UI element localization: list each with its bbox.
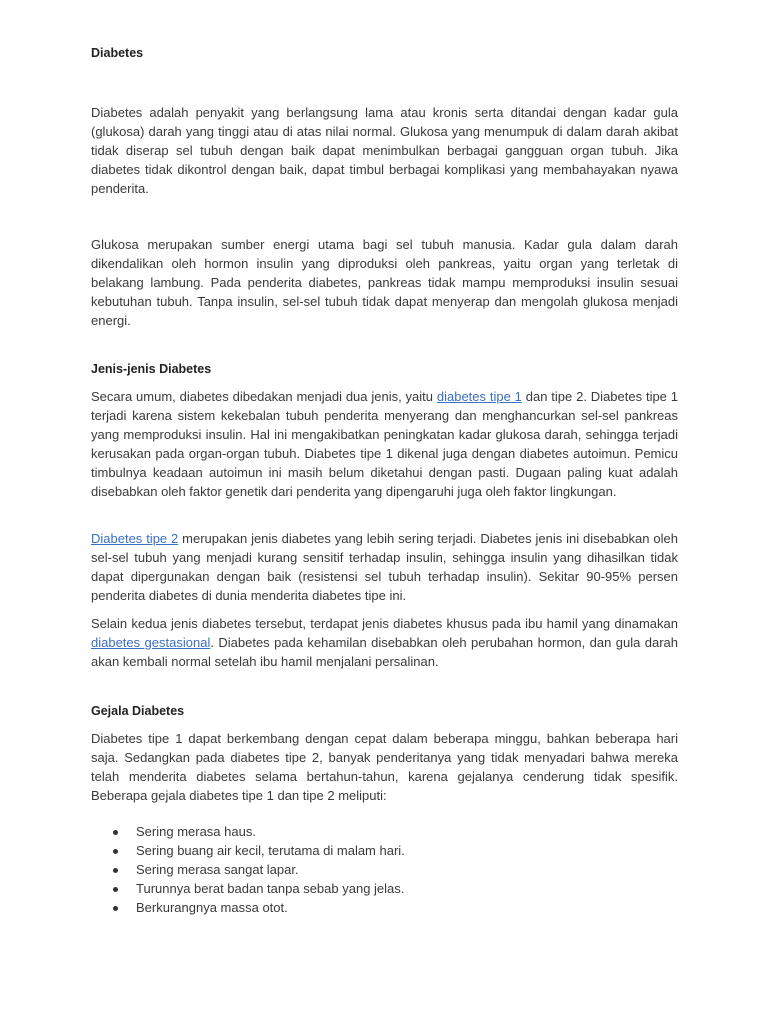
link-diabetes-tipe-1[interactable]: diabetes tipe 1 — [436, 389, 522, 404]
text-segment: . Diabetes pada kehamilan disebabkan oleh perubahan hormon, dan gula darah akan kembali normal setelah ibu hamil menjalani persalinan. — [91, 635, 679, 669]
link-diabetes-tipe-2[interactable]: Diabetes tipe 2 — [91, 531, 179, 546]
list-item-text: Berkurangnya massa otot. — [136, 900, 288, 915]
symptom-list — [91, 822, 405, 917]
jenis-paragraph-2 — [91, 529, 678, 605]
list-item — [91, 879, 405, 898]
intro-paragraph-2: Glukosa merupakan sumber energi utama bagi sel tubuh manusia. Kadar gula dalam darah dikendalikan oleh hormon insulin yang diproduksi oleh pankreas, yaitu organ yang terletak di belakang lambung. Pada penderita diabetes, pankreas tidak mampu memproduksi insulin sesuai kebutuhan tubuh. Tanpa insulin, sel-sel tubuh tidak dapat menyerap dan mengolah glukosa menjadi energi. — [91, 237, 678, 328]
list-item — [91, 860, 405, 879]
text-segment: Secara umum, diabetes dibedakan menjadi dua jenis, yaitu — [91, 389, 437, 404]
link-diabetes-gestasional[interactable]: diabetes gestasional — [91, 635, 211, 650]
section-heading-jenis: Jenis-jenis Diabetes — [91, 362, 212, 376]
list-item-text: Turunnya berat badan tanpa sebab yang jelas. — [136, 881, 405, 896]
text-segment: Selain kedua jenis diabetes tersebut, terdapat jenis diabetes khusus pada ibu hamil yang dinamakan — [91, 616, 678, 631]
section-heading-gejala: Gejala Diabetes — [91, 704, 185, 718]
intro-paragraph-1: Diabetes adalah penyakit yang berlangsung lama atau kronis serta ditandai dengan kadar gula (glukosa) darah yang tinggi atau di atas nilai normal. Glukosa yang menumpuk di dalam darah akibat tidak diserap sel tubuh dengan baik dapat menimbulkan berbagai gangguan organ tubuh. Jika diabetes tidak dikontrol dengan baik, dapat timbul berbagai komplikasi yang membahayakan nyawa penderita. — [91, 105, 678, 196]
text-segment: dan tipe 2. Diabetes tipe 1 terjadi karena sistem kekebalan tubuh penderita menyerang dan menghancurkan sel-sel pankreas yang memproduksi insulin. Hal ini mengakibatkan peningkatan kadar glukosa darah, sehingga terjadi kerusakan pada organ-organ tubuh. Diabetes tipe 1 dikenal juga dengan diabetes autoimun. Pemicu timbulnya keadaan autoimun ini masih belum diketahui dengan pasti. Dugaan paling kuat adalah disebabkan oleh faktor genetik dari penderita yang dipengaruhi juga oleh faktor lingkungan. — [91, 389, 678, 499]
list-item-text: Sering buang air kecil, terutama di malam hari. — [136, 843, 405, 858]
gejala-paragraph-1: Diabetes tipe 1 dapat berkembang dengan cepat dalam beberapa minggu, bahkan beberapa hari saja. Sedangkan pada diabetes tipe 2, banyak penderitanya yang tidak menyadari bahwa mereka telah menderita diabetes selama bertahun-tahun, karena gejalanya cenderung tidak spesifik. Beberapa gejala diabetes tipe 1 dan tipe 2 meliputi: — [91, 731, 678, 803]
text-segment: merupakan jenis diabetes yang lebih sering terjadi. Diabetes jenis ini disebabkan oleh sel-sel tubuh yang menjadi kurang sensitif terhadap insulin, sehingga insulin yang dihasilkan tidak dapat dipergunakan dengan baik (resistensi sel tubuh terhadap insulin). Sekitar 90-95% persen penderita diabetes di dunia menderita diabetes tipe ini. — [91, 531, 678, 603]
bullet-icon — [113, 849, 118, 854]
list-item-text: Sering merasa haus. — [136, 824, 256, 839]
bullet-icon — [113, 868, 118, 873]
list-item — [91, 841, 405, 860]
list-item — [91, 898, 405, 917]
list-item — [91, 822, 405, 841]
list-item-text: Sering merasa sangat lapar. — [136, 862, 299, 877]
document-title: Diabetes — [91, 46, 144, 60]
bullet-icon — [113, 830, 118, 835]
bullet-icon — [113, 906, 118, 911]
bullet-icon — [113, 887, 118, 892]
jenis-paragraph-1 — [91, 387, 678, 501]
jenis-paragraph-3 — [91, 614, 678, 671]
